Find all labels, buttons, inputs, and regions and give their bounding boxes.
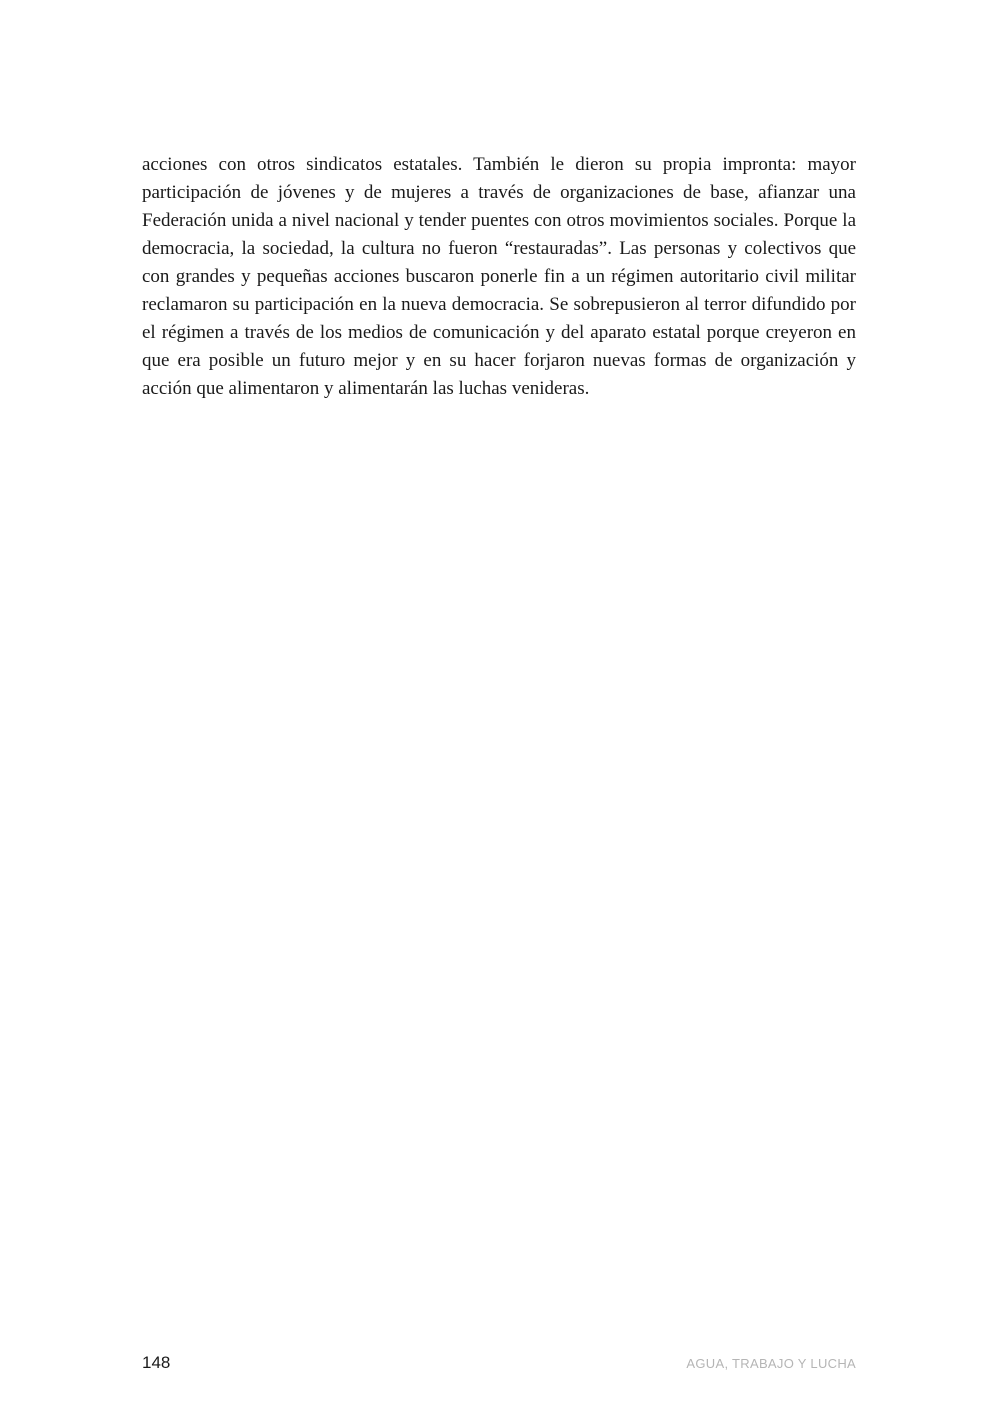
- running-title: AGUA, TRABAJO Y LUCHA: [686, 1356, 856, 1371]
- page-number: 148: [142, 1353, 171, 1372]
- page-footer: [142, 1353, 856, 1377]
- body-paragraph: acciones con otros sindicatos estatales. También le dieron su propia impronta: mayor participación de jóvenes y de mujeres a través de organizaciones de base, afianzar una Federación unida a nivel nacional y tender puentes con otros movimientos sociales. Porque la democracia, la sociedad, la cultura no fueron “restauradas”. Las personas y colectivos que con grandes y pequeñas acciones buscaron ponerle fin a un régimen autoritario civil militar reclamaron su participación en la nueva democracia. Se sobrepusieron al terror difundido por el régimen a través de los medios de comunicación y del aparato estatal porque creyeron en que era posible un futuro mejor y en su hacer forjaron nuevas formas de organización y acción que alimentaron y alimentarán las luchas venideras.: [142, 154, 856, 399]
